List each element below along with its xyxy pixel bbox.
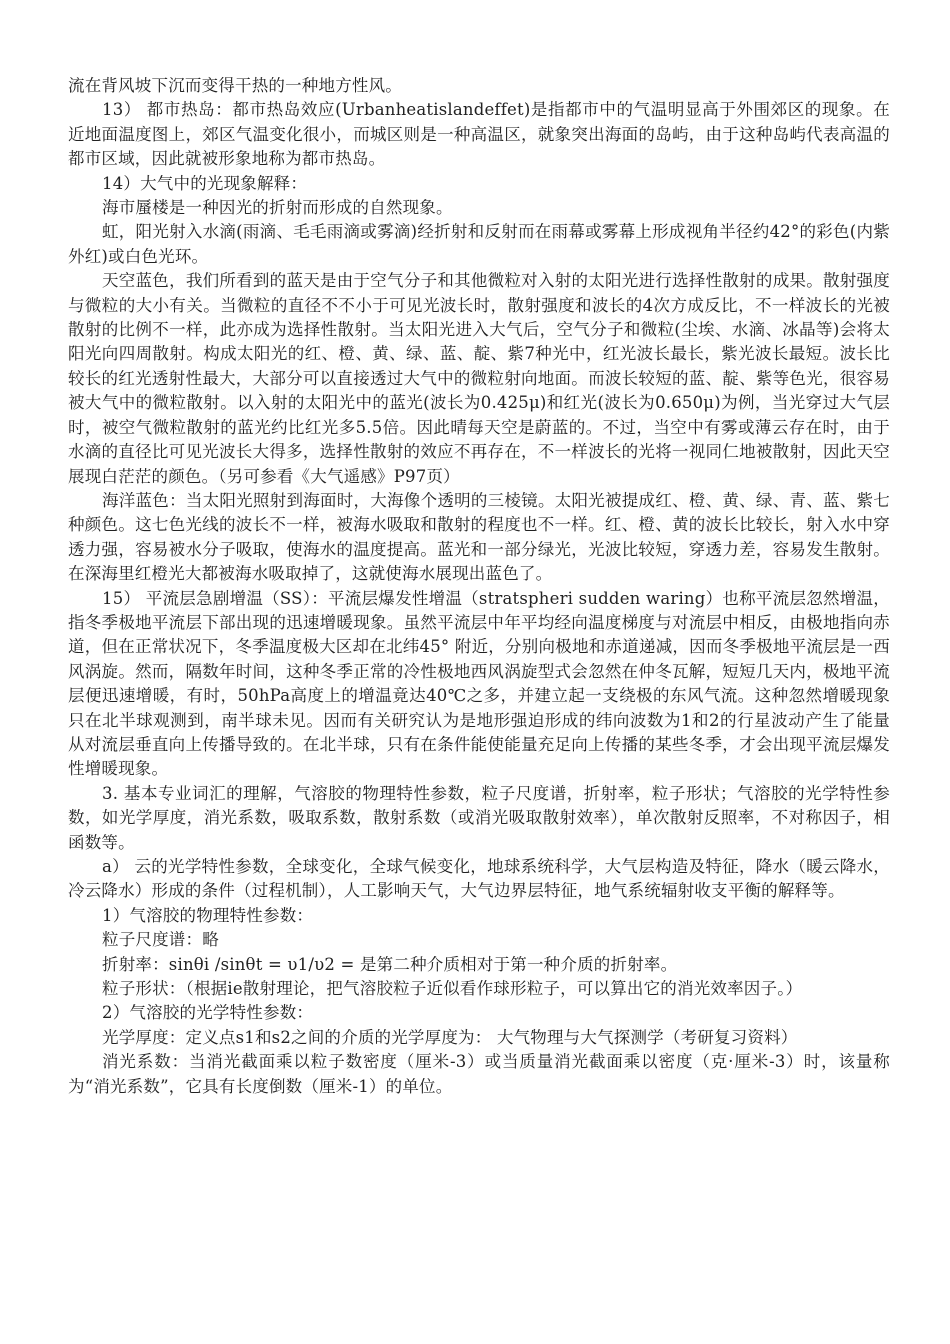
- paragraph-cloud-optical-parameters: a） 云的光学特性参数，全球变化，全球气候变化，地球系统科学，大气层构造及特征，降水（暖云降水，冷云降水）形成的条件（过程机制），人工影响天气，大气边界层特征，地气系统辐射收支平衡的解释等。: [68, 857, 890, 901]
- heading-optical-phenomena: 14）大气中的光现象解释：: [102, 173, 308, 193]
- paragraph-sudden-stratospheric-warming: 15） 平流层急剧增温（SS）：平流层爆发性增温（stratspheri sudden waring）也称平流层忽然增温，指冬季极地平流层下部出现的迅速增暖现象。虽然平流层中年平均经向温度梯度与对流层中相反，由极地指向赤道，但在正常状况下，冬季温度极大区却在北纬45° 附近，分别向极地和赤道递减，因而冬季极地平流层是一西风涡旋。然而，隔数年时间，这种冬季正常的冷性极地西风涡旋型式会忽然在仲冬瓦解，短短几天内，极地平流层便迅速增暖，有时，50hPa高度上的增温竟达40℃之多，并建立起一支绕极的东风气流。这种忽然增暖现象只在北半球观测到，南半球未见。因而有关研究认为是地形强迫形成的纬向波数为1和2的行星波动产生了能量从对流层垂直向上传播导致的。在北半球，只有在条件能使能量充足向上传播的某些冬季，才会出现平流层爆发性增暖现象。: [68, 588, 890, 779]
- paragraph-optical-depth: 光学厚度：定义点s1和s2之间的介质的光学厚度为： 大气物理与大气探测学（考研复习资料）: [102, 1027, 798, 1047]
- paragraph-rainbow: 虹，阳光射入水滴(雨滴、毛毛雨滴或雾滴)经折射和反射而在雨幕或雾幕上形成视角半径约42°的彩色(内紫外红)或白色光环。: [68, 222, 890, 266]
- heading-aerosol-physical-parameters: 1）气溶胶的物理特性参数：: [102, 905, 314, 925]
- paragraph-basic-vocabulary: 3. 基本专业词汇的理解，气溶胶的物理特性参数，粒子尺度谱，折射率，粒子形状；气溶胶的光学特性参数，如光学厚度，消光系数，吸取系数，散射系数（或消光吸取散射效率），单次散射反照率，不对称因子，相函数等。: [68, 783, 890, 852]
- paragraph-mirage: 海市蜃楼是一种因光的折射而形成的自然现象。: [102, 198, 453, 218]
- paragraph-foehn-continuation: 流在背风坡下沉而变得干热的一种地方性风。: [68, 76, 402, 95]
- paragraph-particle-size-spectrum: 粒子尺度谱：略: [102, 930, 219, 950]
- paragraph-refractive-index: 折射率：sinθi /sinθt = υ1/υ2 = 是第二种介质相对于第一种介质的折射率。: [102, 954, 678, 974]
- paragraph-ocean-blue: 海洋蓝色：当太阳光照射到海面时，大海像个透明的三棱镜。太阳光被提成红、橙、黄、绿、青、蓝、紫七种颜色。这七色光线的波长不一样，被海水吸取和散射的程度也不一样。红、橙、黄的波长比较长，射入水中穿透力强，容易被水分子吸取，使海水的温度提高。蓝光和一部分绿光，光波比较短，穿透力差，容易发生散射。在深海里红橙光大都被海水吸取掉了，这就使海水展现出蓝色了。: [68, 490, 890, 584]
- heading-aerosol-optical-parameters: 2）气溶胶的光学特性参数：: [102, 1003, 314, 1023]
- document-page: [68, 74, 890, 1099]
- paragraph-extinction-coefficient: 消光系数：当消光截面乘以粒子数密度（厘米-3）或当质量消光截面乘以密度（克·厘米-3）时，该量称为“消光系数”，它具有长度倒数（厘米-1）的单位。: [68, 1052, 890, 1096]
- paragraph-particle-shape: 粒子形状：（根据ie散射理论，把气溶胶粒子近似看作球形粒子，可以算出它的消光效率因子。）: [102, 979, 803, 999]
- paragraph-urban-heat-island: 13） 都市热岛：都市热岛效应(Urbanheatislandeffet)是指都市中的气温明显高于外围郊区的现象。在近地面温度图上，郊区气温变化很小，而城区则是一种高温区，就象突出海面的岛屿，由于这种岛屿代表高温的都市区域，因此就被形象地称为都市热岛。: [68, 100, 890, 169]
- paragraph-sky-blue: 天空蓝色，我们所看到的蓝天是由于空气分子和其他微粒对入射的太阳光进行选择性散射的成果。散射强度与微粒的大小有关。当微粒的直径不不小于可见光波长时，散射强度和波长的4次方成反比，不一样波长的光被散射的比例不一样，此亦成为选择性散射。当太阳光进入大气后，空气分子和微粒(尘埃、水滴、冰晶等)会将太阳光向四周散射。构成太阳光的红、橙、黄、绿、蓝、靛、紫7种光中，红光波长最长，紫光波长最短。波长比较长的红光透射性最大，大部分可以直接透过大气中的微粒射向地面。而波长较短的蓝、靛、紫等色光，很容易被大气中的微粒散射。以入射的太阳光中的蓝光(波长为0.425μ)和红光(波长为0.650μ)为例，当光穿过大气层时，被空气微粒散射的蓝光约比红光多5.5倍。因此晴每天空是蔚蓝的。不过，当空中有雾或薄云存在时，由于水滴的直径比可见光波长大得多，选择性散射的效应不再存在，不一样波长的光将一视同仁地被散射，因此天空展现白茫茫的颜色。（另可参看《大气遥感》P97页）: [68, 271, 890, 486]
